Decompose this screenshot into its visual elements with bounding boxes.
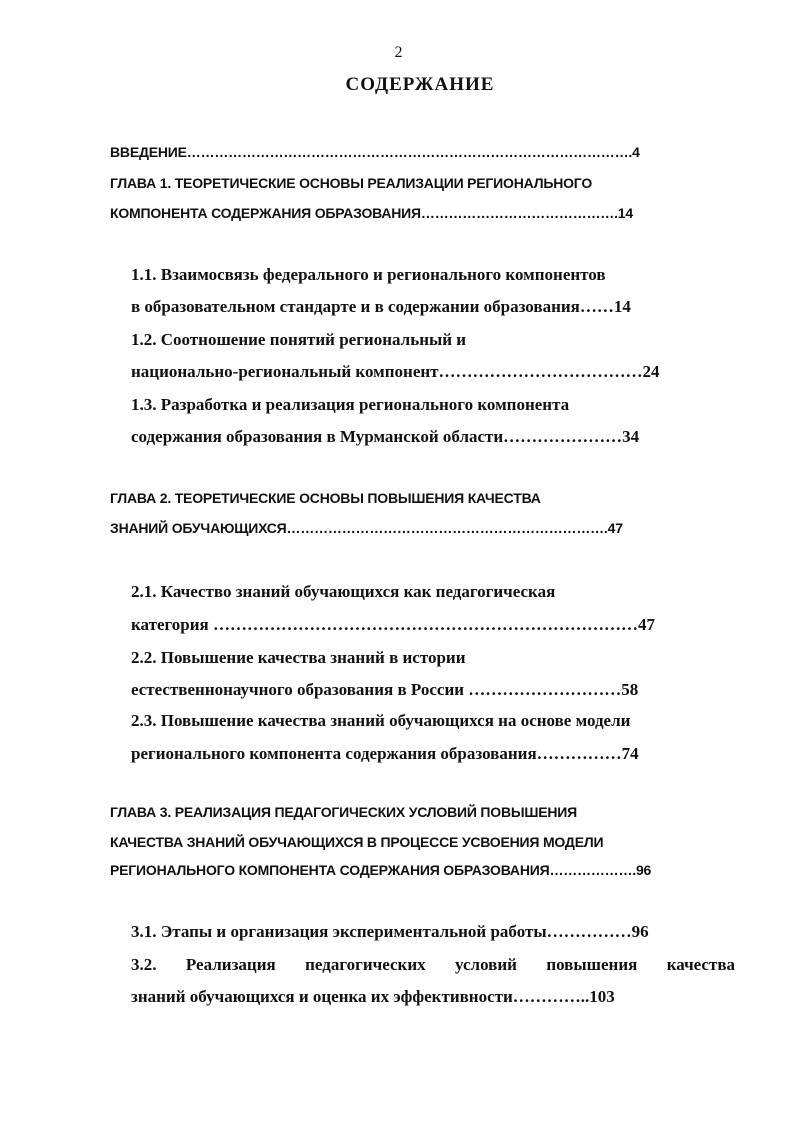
toc-section-2-2-line2: естественнонаучного образования в России ………………………58 — [131, 680, 639, 699]
toc-section-1-3-line2: содержания образования в Мурманской области…………………34 — [131, 427, 640, 446]
toc-chapter3-line3: РЕГИОНАЛЬНОГО КОМПОНЕНТА СОДЕРЖАНИЯ ОБРАЗОВАНИЯ……………….96 — [110, 862, 652, 878]
toc-chapter2-line1: ГЛАВА 2. ТЕОРЕТИЧЕСКИЕ ОСНОВЫ ПОВЫШЕНИЯ КАЧЕСТВА — [110, 490, 541, 506]
toc-chapter3-line1: ГЛАВА 3. РЕАЛИЗАЦИЯ ПЕДАГОГИЧЕСКИХ УСЛОВИЙ ПОВЫШЕНИЯ — [110, 804, 578, 820]
page-number: 2 — [394, 44, 403, 61]
toc-chapter2-line2: ЗНАНИЙ ОБУЧАЮЩИХСЯ…………………………………………………………….47 — [110, 520, 623, 536]
toc-section-1-2-line2: национально-региональный компонент………………………………24 — [131, 362, 660, 381]
toc-section-3-1-line1: 3.1. Этапы и организация экспериментальной работы……………96 — [131, 922, 649, 941]
toc-section-2-1-line1: 2.1. Качество знаний обучающихся как педагогическая — [131, 582, 556, 601]
toc-section-3-2-line2: знаний обучающихся и оценка их эффективности…………..103 — [131, 987, 615, 1006]
toc-chapter3-line2: КАЧЕСТВА ЗНАНИЙ ОБУЧАЮЩИХСЯ В ПРОЦЕССЕ УСВОЕНИЯ МОДЕЛИ — [110, 834, 604, 850]
toc-section-2-2-line1: 2.2. Повышение качества знаний в истории — [131, 648, 466, 667]
toc-section-2-3-line1: 2.3. Повышение качества знаний обучающихся на основе модели — [131, 711, 631, 730]
toc-chapter1-line1: ГЛАВА 1. ТЕОРЕТИЧЕСКИЕ ОСНОВЫ РЕАЛИЗАЦИИ РЕГИОНАЛЬНОГО — [110, 175, 593, 191]
toc-introduction: ВВЕДЕНИЕ…………………………………………………………………………………….4 — [110, 144, 640, 160]
toc-section-1-2-line1: 1.2. Соотношение понятий региональный и — [131, 330, 467, 349]
toc-section-2-1-line2: категория …………………………………………………………………47 — [131, 615, 655, 634]
toc-section-3-2-line1: 3.2. Реализация педагогических условий повышения качества — [131, 955, 735, 974]
page-title: СОДЕРЖАНИЕ — [345, 74, 495, 95]
toc-chapter1-line2: КОМПОНЕНТА СОДЕРЖАНИЯ ОБРАЗОВАНИЯ…………………………………….14 — [110, 205, 633, 221]
toc-section-2-3-line2: регионального компонента содержания образования……………74 — [131, 744, 639, 763]
toc-section-1-3-line1: 1.3. Разработка и реализация регионального компонента — [131, 395, 570, 414]
toc-section-1-1-line1: 1.1. Взаимосвязь федерального и регионального компонентов — [131, 265, 606, 284]
toc-section-1-1-line2: в образовательном стандарте и в содержании образования……14 — [131, 297, 631, 316]
